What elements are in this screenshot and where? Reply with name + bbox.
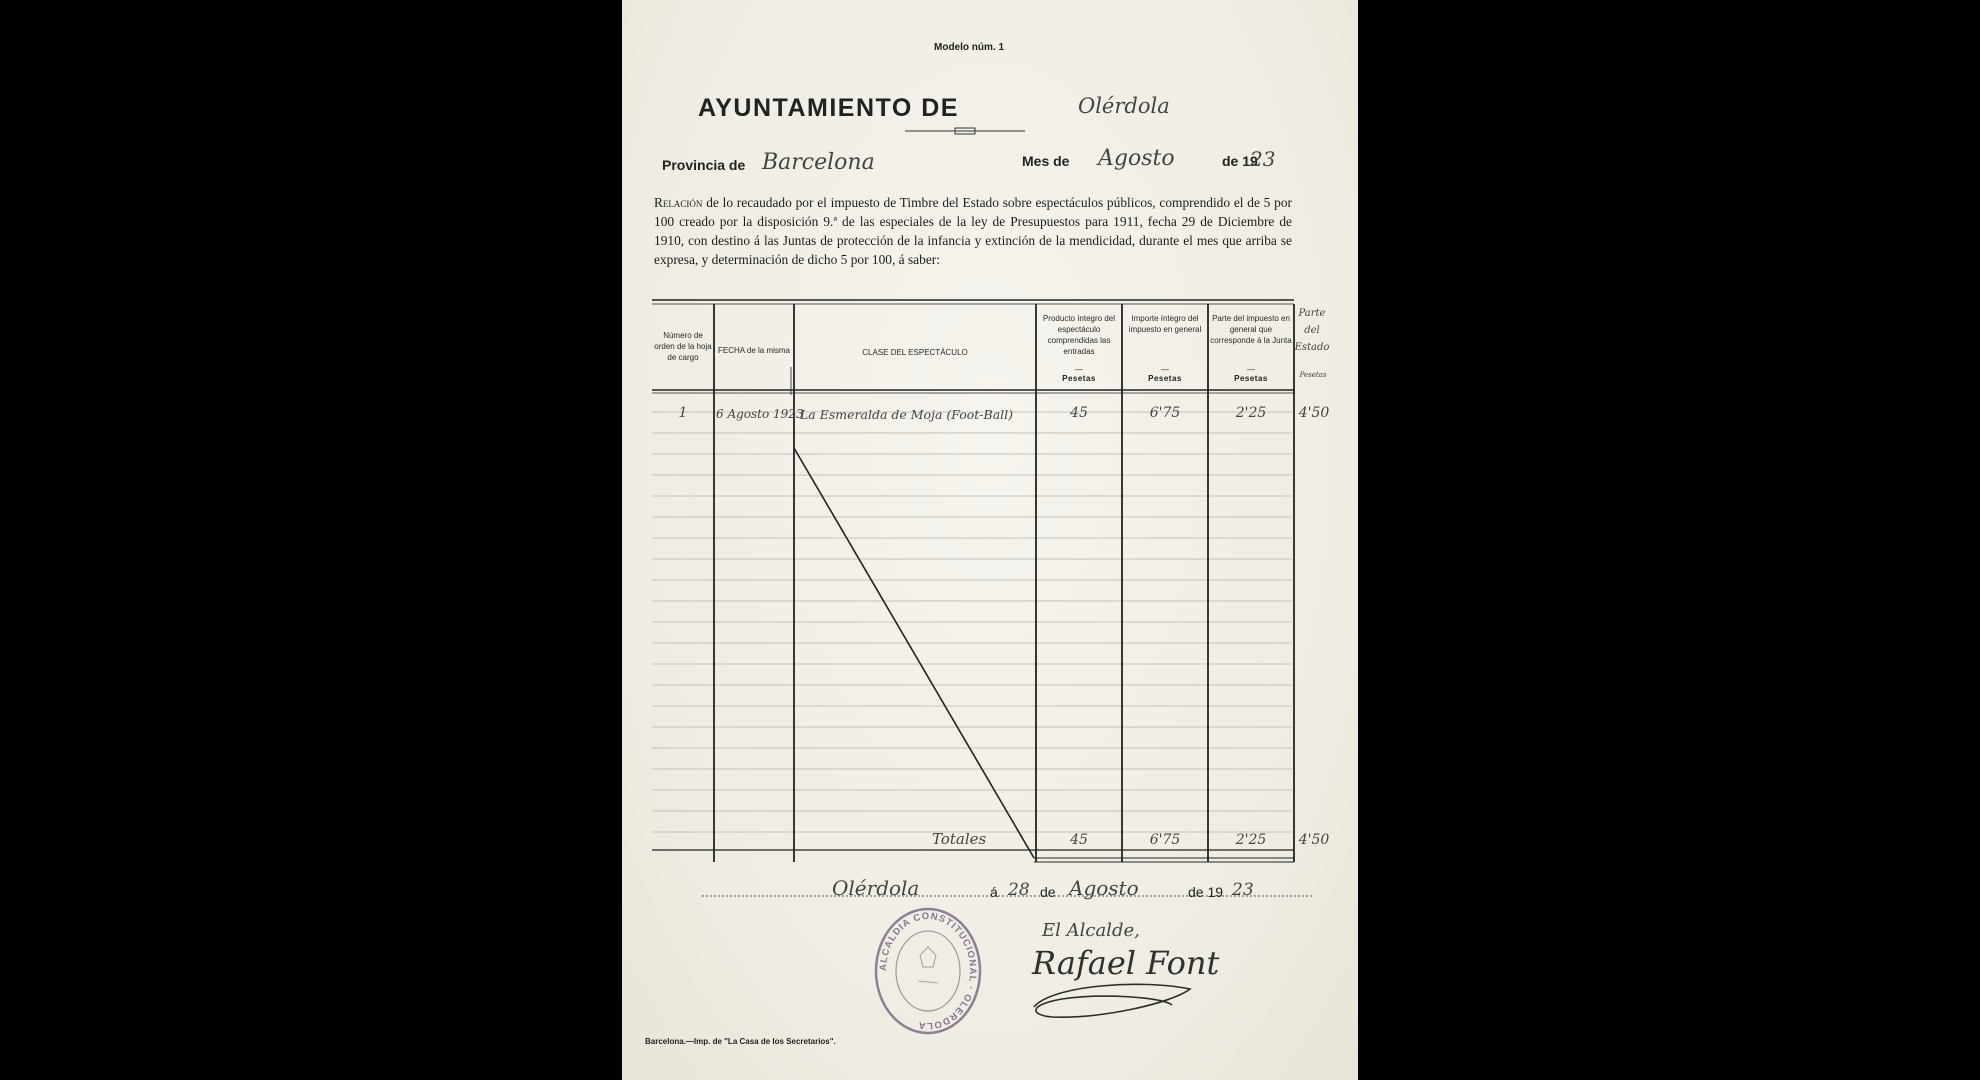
intro-text: de lo recaudado por el impuesto de Timbre del Estado sobre espectáculos públicos, comprendido el de 5 por 100 creado por la disposición 9.ª de las especiales de la ley de Presupuestos para 1911, fecha 29 de Diciembre de 1910, con destino á las Juntas de protección de la infancia y extinción de la mendicidad, durante el mes que arriba se expresa, y determinación de dicho 5 por 100, á saber: — [654, 195, 1292, 267]
totals-label: Totales — [932, 830, 987, 848]
footer-month: Agosto — [1069, 876, 1139, 900]
row-order-number: 1 — [678, 405, 688, 421]
header-junta-share: Parte del impuesto en general que corresponde á la Junta — [1210, 314, 1292, 345]
stamp-text: ALCALDIA CONSTITUCIONAL · OLERDOLA — [877, 910, 979, 1032]
footer-year: 23 — [1232, 880, 1254, 900]
row-date: 6 Agosto 1923 — [716, 407, 804, 421]
province-label: Provincia de — [662, 157, 746, 173]
footer-de-1: de — [1040, 884, 1056, 900]
page-title: AYUNTAMIENTO DE — [698, 94, 959, 122]
row-state-share: 4'50 — [1298, 405, 1330, 421]
footer-place: Olérdola — [832, 876, 920, 900]
header-tax-general: Importe íntegro del impuesto en general — [1128, 314, 1202, 334]
row-junta-share: 2'25 — [1235, 405, 1267, 421]
header-dash: — — [1075, 365, 1083, 374]
province-handwritten: Barcelona — [762, 150, 875, 175]
header-state-unit-handwritten: Pesetas — [1299, 371, 1327, 379]
municipality-handwritten: Olérdola — [1078, 94, 1170, 118]
header-gross-product: Producto íntegro del espectáculo comprendidas las entradas — [1042, 314, 1116, 356]
printer-imprint: Barcelona.—Imp. de "La Casa de los Secretarios". — [645, 1037, 836, 1046]
footer-day-prefix: á — [990, 884, 998, 900]
mayor-signature: Rafael Font — [1032, 944, 1220, 982]
header-dash: — — [1161, 365, 1169, 374]
svg-text:ALCALDIA CONSTITUCIONAL · OLER — [878, 911, 978, 1031]
totals-state-share: 4'50 — [1298, 832, 1330, 848]
header-dash: — — [1247, 365, 1255, 374]
header-date: FECHA de la misma — [717, 346, 791, 355]
row-gross-product: 45 — [1070, 405, 1088, 421]
header-order-number: Número de orden de la hoja de cargo — [654, 331, 712, 362]
header-unit-pesetas: Pesetas — [1234, 374, 1268, 383]
row-show-class: La Esmeralda de Moja (Foot-Ball) — [800, 407, 1014, 422]
totals-junta-share: 2'25 — [1235, 832, 1267, 848]
header-unit-pesetas: Pesetas — [1062, 374, 1096, 383]
model-label: Modelo núm. 1 — [934, 42, 1004, 53]
totals-gross-product: 45 — [1070, 832, 1088, 848]
footer-de-2: de 19 — [1188, 884, 1224, 900]
footer-day: 28 — [1008, 880, 1030, 900]
header-state-share-handwritten: Parte del Estado — [1294, 308, 1330, 353]
document-page — [622, 0, 1358, 1080]
year-handwritten: 23 — [1250, 147, 1276, 171]
header-show-class: CLASE DEL ESPECTÁCULO — [862, 348, 968, 357]
month-label: Mes de — [1022, 153, 1070, 169]
signature-flourish — [1022, 975, 1202, 1025]
intro-lead: Relación — [654, 195, 703, 210]
mayor-label: El Alcalde, — [1042, 920, 1140, 941]
totals-tax-general: 6'75 — [1149, 832, 1181, 848]
row-tax-general: 6'75 — [1149, 405, 1181, 421]
header-unit-pesetas: Pesetas — [1148, 374, 1182, 383]
table-grid — [622, 0, 1358, 1080]
month-handwritten: Agosto — [1098, 146, 1175, 171]
municipal-stamp — [872, 905, 984, 1037]
year-label: de 19 — [1222, 153, 1258, 169]
